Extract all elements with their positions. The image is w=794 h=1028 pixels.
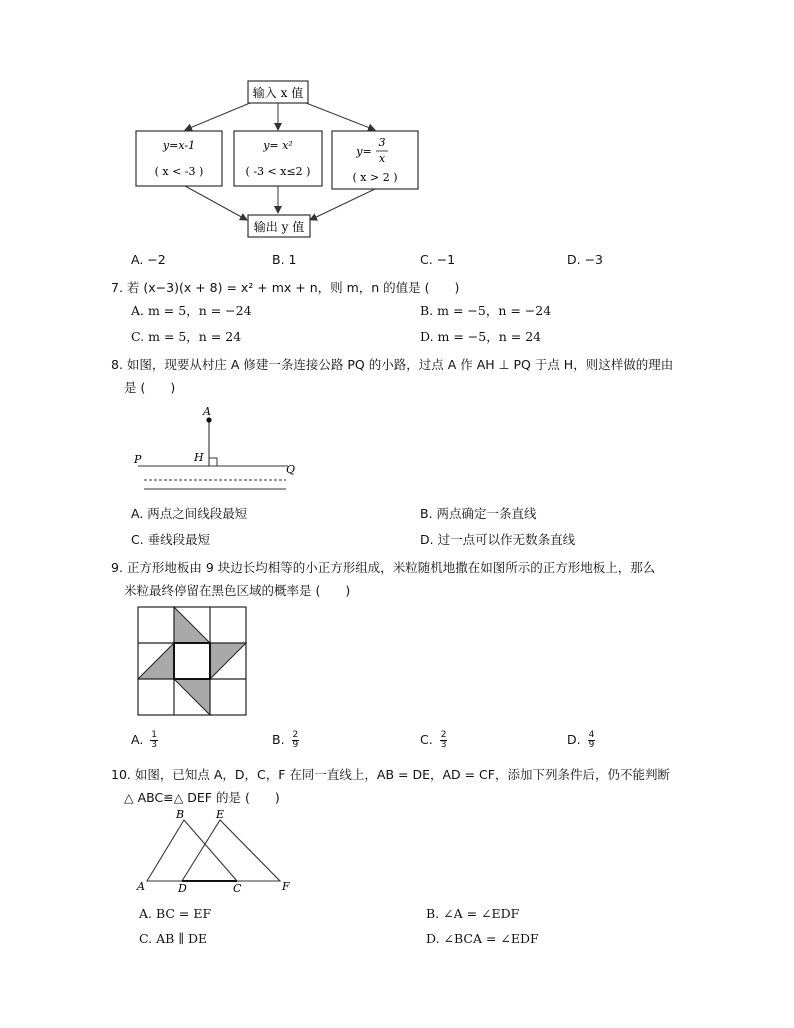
q9-option-d-fraction: $\frac{4}{9}$ [588,730,595,750]
q8-option-a[interactable]: A. 两点之间线段最短 [131,506,248,521]
flow-box-3-denominator: x [378,152,386,165]
flow-box-2-condition: ( -3 < x≤2 ) [245,165,311,178]
flowchart-figure [130,75,430,245]
label-h: H [194,451,204,464]
q7-option-d[interactable]: D. m = −5，n = 24 [420,329,542,344]
q8-question-line1: 8. 如图，现要从村庄 A 修建一条连接公路 PQ 的小路，过点 A 作 AH ⊥ PQ 于点 H，则这样做的理由 [111,357,674,372]
q9-option-d[interactable] [567,731,595,750]
q10-option-d[interactable]: D. ∠BCA = ∠EDF [426,931,539,946]
label-b: B [176,808,185,821]
shaded-triangle-right [210,643,246,679]
q9-option-c-letter: C. [420,732,433,747]
label-e: E [216,808,225,821]
q9-question-line2: 米粒最终停留在黑色区域的概率是 ( ) [124,583,351,598]
point-a-dot [206,417,211,422]
q6-option-c[interactable]: C. −1 [420,252,456,267]
q10-question-line1: 10. 如图，已知点 A，D，C，F 在同一直线上，AB = DE，AD = CF，添加下列条件后，仍不能判断 [111,767,670,782]
label-a: A [203,405,211,418]
q9-option-c-fraction: $\frac{2}{3}$ [440,730,447,750]
q9-question-line1: 9. 正方形地板由 9 块边长均相等的小正方形组成，米粒随机地撒在如图所示的正方形地板上，那么 [111,560,656,575]
label-d: D [178,882,187,895]
q8-figure [130,405,300,495]
q10-option-c[interactable]: C. AB ∥ DE [139,931,208,946]
q9-option-a-letter: A. [131,732,144,747]
q8-question-line2: 是 ( ) [124,380,176,395]
label-p: P [134,453,142,466]
flow-box-2-formula: y= x² [263,139,293,152]
q8-option-c[interactable]: C. 垂线段最短 [131,532,211,547]
q7-option-c[interactable]: C. m = 5，n = 24 [131,329,242,344]
q7-option-b[interactable]: B. m = −5，n = −24 [420,303,552,318]
q9-option-a-fraction: $\frac{1}{3}$ [151,730,158,750]
q9-option-a[interactable] [131,731,158,750]
shaded-triangle-top [174,607,210,643]
q6-option-b[interactable]: B. 1 [272,252,297,267]
q6-option-a[interactable]: A. −2 [131,252,166,267]
label-a10: A [137,880,145,893]
q9-option-b[interactable] [272,731,299,750]
flow-box-1-condition: ( x < -3 ) [154,165,204,178]
q8-option-d[interactable]: D. 过一点可以作无数条直线 [420,532,576,547]
q7-option-a[interactable]: A. m = 5，n = −24 [131,303,252,318]
q10-figure [132,806,297,896]
q6-option-d[interactable]: D. −3 [567,252,603,267]
flow-input-label: 输入 x 值 [252,86,304,100]
flow-box-3-formula: y= [356,145,372,158]
label-c: C [233,882,242,895]
flow-box-3-condition: ( x > 2 ) [352,171,398,184]
q9-option-b-letter: B. [272,732,285,747]
flow-box-1-formula: y=x-1 [162,139,196,152]
flow-box-3-numerator: 3 [378,136,386,149]
q10-question-line2: △ ABC≌△ DEF 的是 ( ) [124,790,280,805]
q9-figure [137,606,250,719]
flow-output-label: 输出 y 值 [253,220,305,234]
q9-option-d-letter: D. [567,732,581,747]
shaded-triangle-bottom [174,679,210,715]
label-f: F [282,880,290,893]
label-q: Q [286,463,296,476]
q10-option-b[interactable]: B. ∠A = ∠EDF [426,906,520,921]
q9-option-c[interactable] [420,731,447,750]
q9-option-b-fraction: $\frac{2}{9}$ [292,730,299,750]
shaded-triangle-left [138,643,174,679]
q7-question: 7. 若 (x−3)(x + 8) = x² + mx + n，则 m，n 的值是 ( ) [111,280,460,295]
q8-option-b[interactable]: B. 两点确定一条直线 [420,506,537,521]
q10-option-a[interactable]: A. BC = EF [139,906,212,921]
